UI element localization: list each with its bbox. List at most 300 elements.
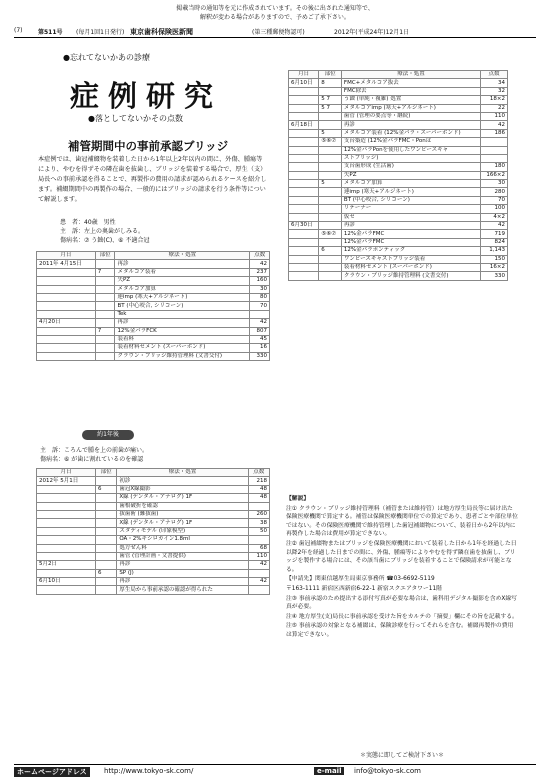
table-cell: 厚生局から事前承認の確認が得られた [117,586,248,594]
table-cell [95,285,115,293]
table-cell: ストブリッジ) [341,154,480,162]
table-cell [248,586,269,594]
table-row [37,552,270,560]
table-cell [319,146,342,154]
table-cell [289,112,319,120]
table-cell: 330 [250,352,270,360]
table-row [289,196,508,204]
patient-line: 患 者：40歳 男性 [60,219,116,226]
table-row [37,494,270,502]
case-info [60,218,149,245]
table-cell [37,335,96,343]
table-cell: メタルコア装着 [115,268,250,276]
table-cell: 失PZ [341,171,480,179]
table-cell: 50 [248,527,269,535]
table-cell: 6 [319,247,342,255]
homepage-link[interactable]: http://www.tokyo-sk.com/ [104,767,194,775]
series-title: 症例研究 [70,79,223,113]
table-cell: 160 [250,277,270,285]
table-cell [95,502,116,510]
table-cell: 支台歯形成 (生活歯) [341,163,480,171]
table-cell [95,510,116,518]
table-cell: 7 [95,327,115,335]
table-cell: ⑤⑥⑦ [319,230,342,238]
table-cell: 32 [481,87,508,95]
table-cell: メタルコア加算 [341,180,480,188]
table-cell [37,552,96,560]
table-cell: 110 [248,552,269,560]
table-row [289,272,508,280]
issue-number: 第511号 [38,29,63,36]
table-cell: 100 [481,205,508,213]
table-cell [95,302,115,310]
table-row [37,519,270,527]
diagnosis: 傷病名：⑦ う蝕(C)、⑥ 不適合冠 [60,237,150,244]
note-2: 注② 歯冠補綴物またはブリッジを保険医療機関において装着した日から1年を経過した日以降2年を経過した日までの間に、外傷、腫瘍等によりやむを得ず隣在歯を抜歯し、ブリッジを製作する場合には、その該当歯にブリッジを装着することで保険請求が可能となる。 [286,540,517,573]
mid-case-info [40,446,148,464]
table-row [37,485,270,493]
page-number: (7) [14,27,23,34]
table-cell: 再診 [341,222,480,230]
table-cell: 80 [250,293,270,301]
table-cell: 22 [481,104,508,112]
table-row [289,104,508,112]
table-cell [95,519,116,527]
table-cell: クラウン・ブリッジ維持管理料 (文書交付) [115,352,250,360]
table-cell: スタディモデル (印象模型) [117,527,248,535]
table-cell [319,238,342,246]
table-cell: 5月2日 [37,561,96,569]
table-header-cell: 療法・処置 [341,71,480,79]
table-cell: 180 [481,163,508,171]
table-cell [95,477,116,485]
table-cell: 70 [481,196,508,204]
table-row [289,129,508,137]
table-cell: 42 [250,260,270,268]
table-row [37,586,270,594]
table-cell: 4×2 [481,213,508,221]
table-cell [248,536,269,544]
table-cell: 12%金パラポンティック [341,247,480,255]
table-cell: 38 [248,519,269,527]
table-header-cell: 月日 [37,469,96,477]
table-row [37,310,270,318]
table-cell [319,121,342,129]
table-cell [95,544,116,552]
table-cell [289,213,319,221]
table-row [37,544,270,552]
table-cell [289,188,319,196]
table-cell: 6 [95,569,116,577]
newspaper-header [14,25,536,38]
table-cell [289,171,319,179]
table-cell [37,285,96,293]
table-cell: 歯管 (管理計画・文書提供) [117,552,248,560]
table-cell: 68 [248,544,269,552]
table-cell: 仮セ [341,213,480,221]
email-label: e-mail [314,767,344,775]
table-row [289,163,508,171]
table-cell [37,352,96,360]
table-cell [37,327,96,335]
chief-complaint: 主 訴：左上の奥歯がしみる。 [60,228,145,235]
table-cell: 支台築造 (12%金パラFMC・Ponは [341,138,480,146]
table-row [37,268,270,276]
table-cell [37,494,96,502]
table-cell [95,561,116,569]
table-cell [37,502,96,510]
table-cell: 装着料 [115,335,250,343]
table-row [37,527,270,535]
table-cell: 5 [319,180,342,188]
table-cell [319,154,342,162]
table-cell: X線 (デンタル・アナログ) 1F [117,494,248,502]
apply-address: 【申請先】関東信越厚生局東京事務所 ☎03-6692-5119 [286,576,435,583]
table-cell: 45 [250,335,270,343]
table-cell [289,129,319,137]
table-cell: 8 [319,79,342,87]
table-cell [37,344,96,352]
elapsed-arrow: 約1年後 [82,430,134,440]
table-cell: 失PZ [115,277,250,285]
table-cell [289,205,319,213]
table-cell [289,247,319,255]
table-cell [289,238,319,246]
table-cell: 150 [481,255,508,263]
table-cell: 装着材料セメント (スーパーボンド) [341,263,480,271]
table-cell: 12%金パラFCK [115,327,250,335]
table-header-cell: 部位 [95,252,115,260]
table-cell [289,163,319,171]
paper-name: 東京歯科保険医新聞 [130,28,193,36]
table-cell [319,205,342,213]
table-row [289,263,508,271]
table-cell: 処方せん料 [117,544,248,552]
table-row [289,154,508,162]
series-subtagline: ●落としてないかその点数 [88,114,183,123]
table-cell [289,263,319,271]
table-header-cell: 点数 [250,252,270,260]
table-row [37,352,270,360]
table-cell: BT (中心咬合, シリコーン) [115,302,250,310]
table-row [37,302,270,310]
table-cell: う蝕 (単純・複雑) 処置 [341,96,480,104]
table-cell: 4月20日 [37,319,96,327]
treatment-table-3 [288,70,508,281]
table-header-cell: 点数 [248,469,269,477]
table-cell: 48 [248,494,269,502]
table-cell: 824 [481,238,508,246]
mid-diagnosis: 傷病名：⑥ が歯に割れているのを確認 [40,456,144,463]
table-row [37,569,270,577]
table-cell: 166×2 [481,171,508,179]
table-cell [319,255,342,263]
table-cell [319,87,342,95]
table-cell: 110 [481,112,508,120]
table-cell [95,586,116,594]
table-row [289,96,508,104]
table-cell: BT (中心咬合, シリコーン) [341,196,480,204]
table-cell [481,138,508,146]
commentary [286,495,518,641]
table-cell [37,485,96,493]
table-cell: 1,143 [481,247,508,255]
table-header-cell: 療法・処置 [115,252,250,260]
table-row [289,247,508,255]
table-cell: 歯根破折を確認 [117,502,248,510]
table-cell [319,188,342,196]
table-cell [319,263,342,271]
table-cell [319,163,342,171]
table-cell: 再診 [115,319,250,327]
table-cell [248,569,269,577]
table-cell [95,293,115,301]
table-cell: 330 [481,272,508,280]
table-row [37,344,270,352]
table-cell: 抜歯術 (難抜歯) [117,510,248,518]
table-header-cell: 療法・処置 [117,469,248,477]
issue-date: 2012年(平成24年)12月1日 [334,29,410,36]
table-row [37,510,270,518]
notice [0,4,550,22]
table-cell [95,344,115,352]
table-cell [95,319,115,327]
email-link[interactable]: info@tokyo-sk.com [354,767,421,775]
table-cell [95,335,115,343]
table-cell [319,171,342,179]
table-cell: 連imp (寒天+アルジネート) [115,293,250,301]
table-cell: 再診 [115,260,250,268]
table-row [37,293,270,301]
table-cell: 再診 [117,561,248,569]
table-cell: 5 7 [319,96,342,104]
table-cell: FMC除去 [341,87,480,95]
table-row [37,561,270,569]
homepage-label: ホームページアドレス [14,767,90,777]
table-cell [250,310,270,318]
table-cell [289,104,319,112]
table-row [289,188,508,196]
table-header-cell: 点数 [481,71,508,79]
table-cell: 7 [95,268,115,276]
table-cell [289,196,319,204]
table-cell [289,146,319,154]
table-cell [289,180,319,188]
table-cell: X線 (デンタル・アナログ) 1F [117,519,248,527]
issue-frequency: (毎月1回1日発行) [76,29,125,36]
table-header-cell: 月日 [37,252,96,260]
table-row [289,138,508,146]
table-cell [95,578,116,586]
table-cell: 30 [250,285,270,293]
table-cell [37,277,96,285]
table-cell [37,310,96,318]
table-header-cell: 部位 [319,71,342,79]
note-4: 注④ 地方厚生(支)局長に事前承認を受けた旨をカルテの「摘要」欄にその旨を記載する。 [286,613,518,620]
table-row [289,87,508,95]
mid-chief-complaint: 主 訴：ころんで腫を上の前歯が痛い。 [40,447,149,454]
table-cell: 装着材料セメント (スーパーボンド) [115,344,250,352]
table-cell [37,586,96,594]
table-cell: ⑤⑥⑦ [319,138,342,146]
article-headline: 補管期間中の事前承認ブリッジ [68,139,229,153]
series-tagline: ●忘れてないかあの診療 [63,53,150,62]
table-cell: 2011年 4月15日 [37,260,96,268]
table-cell: 280 [481,188,508,196]
table-cell [37,293,96,301]
table-cell [289,87,319,95]
table-row [37,536,270,544]
table-cell [95,552,116,560]
table-cell: 再診 [341,121,480,129]
note-5: 注⑤ 事前承認の対象となる補綴は、保険診療を行ってそれらを含む。補綴再製作の費用は算定できない。 [286,623,514,638]
table-cell [37,302,96,310]
table-cell: 70 [250,302,270,310]
table-cell: 18×2 [481,96,508,104]
table-cell: 6月10日 [289,79,319,87]
treatment-table-2 [36,468,270,595]
table-cell: 初診 [117,477,248,485]
table-cell [289,272,319,280]
table-row [289,112,508,120]
table-cell [95,260,115,268]
table-row [289,238,508,246]
footer [14,764,536,777]
table-cell [319,213,342,221]
table-cell [481,146,508,154]
table-cell: クラウン・ブリッジ維持管理料 (文書交付) [341,272,480,280]
table-row [37,327,270,335]
table-row [37,578,270,586]
table-cell [289,154,319,162]
commentary-title: 【解説】 [286,496,310,502]
table-row [289,213,508,221]
table-row [289,79,508,87]
table-cell: 再診 [117,578,248,586]
table-cell: 5 [319,129,342,137]
article-intro: 本症例では、歯冠補綴物を装着した日から1年以上2年以内の間に、外傷、腫瘍等により、やむを得ずその隣在歯を抜歯し、ブリッジを装着する場合で、厚生（支）局長への事前承認を得ることで、再製作の費用の請求が認められるケースを紹介します。補綴期間中の再製作の場合、一般的にはブリッジの請求を行う条件等について解説します。 [38,156,267,203]
table-cell: 30 [481,180,508,188]
table-row [289,121,508,129]
table-cell [319,222,342,230]
note-3: 注③ 事前承認のため提出する添付写真が必要な場合は、歯科用デジタル撮影を含めX線写真が必要。 [286,595,517,611]
table-cell [95,277,115,285]
table-row [289,180,508,188]
table-cell [95,527,116,535]
notice-line-1: 掲載当時の通知等を元に作成されています。その後に出された通知等で、 [176,5,374,12]
table-cell: 48 [248,485,269,493]
table-cell: 5 7 [319,104,342,112]
table-cell: 237 [250,268,270,276]
table-cell: 42 [481,222,508,230]
table-cell [37,519,96,527]
table-cell: 42 [248,578,269,586]
table-cell [319,112,342,120]
table-cell [95,536,116,544]
table-cell: 260 [248,510,269,518]
table-cell [37,544,96,552]
table-cell: FMC+メタルコア抜去 [341,79,480,87]
table-cell: 12%金パラFMC [341,230,480,238]
table-header-cell: 部位 [95,469,116,477]
table-cell: ワンピースキャストブリッジ装着 [341,255,480,263]
table-row [37,502,270,510]
table-cell [289,138,319,146]
table-row [37,319,270,327]
postal-registration: (第三種郵便物認可) [252,29,305,36]
table-row [289,205,508,213]
table-row [289,255,508,263]
table-cell: 42 [250,319,270,327]
closing-note: ＊実態に即してご検討下さい＊ [359,752,444,759]
table-cell: 歯管 (管理の要点等・継続) [341,112,480,120]
table-row [289,146,508,154]
table-cell [37,510,96,518]
table-cell [319,196,342,204]
table-row [289,171,508,179]
table-cell: メタルコア装着 (12%金パラ・スーパーボンド) [341,129,480,137]
table-row [37,277,270,285]
table-cell: 連imp (寒天+アルジネート) [341,188,480,196]
table-cell [37,536,96,544]
table-row [289,230,508,238]
table-cell: 34 [481,79,508,87]
table-cell: 12%金パラPonを使用したワンピースキャ [341,146,480,154]
table-cell: メタルコア加算 [115,285,250,293]
table-cell: 16×2 [481,263,508,271]
table-cell [95,494,116,502]
table-row [37,285,270,293]
table-row [37,477,270,485]
table-cell: 42 [481,121,508,129]
table-cell: 6 [95,485,116,493]
table-cell: 歯冠X線撮影 [117,485,248,493]
table-cell: SP (J) [117,569,248,577]
table-cell: 6月18日 [289,121,319,129]
table-cell: OA・2%キシロカイン1.8ml [117,536,248,544]
treatment-table-1 [36,251,270,361]
table-row [37,260,270,268]
table-cell: 2012年 5月1日 [37,477,96,485]
table-cell [319,272,342,280]
table-cell: リテーナー [341,205,480,213]
office-address: 〒163-1111 新宿区西新宿6-22-1 新宿スクエアタワー11階 [286,585,442,592]
table-cell [248,502,269,510]
table-cell: 6月30日 [289,222,319,230]
table-cell: 186 [481,129,508,137]
table-cell [481,154,508,162]
table-cell [37,569,96,577]
table-cell [95,352,115,360]
table-cell: メタルコアimp (寒天+アルジネート) [341,104,480,112]
table-cell: 218 [248,477,269,485]
table-cell [289,96,319,104]
notice-line-2: 解釈が変わる場合がありますので、予めご了承下さい。 [200,14,350,21]
table-cell: 719 [481,230,508,238]
table-cell [95,310,115,318]
table-cell: 12%金パラFMC [341,238,480,246]
table-cell: Tek [115,310,250,318]
table-cell: 42 [248,561,269,569]
table-cell: 6月10日 [37,578,96,586]
table-cell: 807 [250,327,270,335]
note-1: 注① クラウン・ブリッジ維持管理料（補管または維持管）は地方厚生局長等に届け出た保険医療機関で算定する。補管は保険医療機関単位での算定であり、患者ごとや部位単位ではない。その保険医療機関で維持管理した歯冠補綴物について、装着日から2年以内に再製作した場合は費用が算定できない。 [286,505,518,538]
table-cell [289,230,319,238]
table-cell: 16 [250,344,270,352]
table-header-cell: 月日 [289,71,319,79]
table-cell [37,268,96,276]
table-row [37,335,270,343]
